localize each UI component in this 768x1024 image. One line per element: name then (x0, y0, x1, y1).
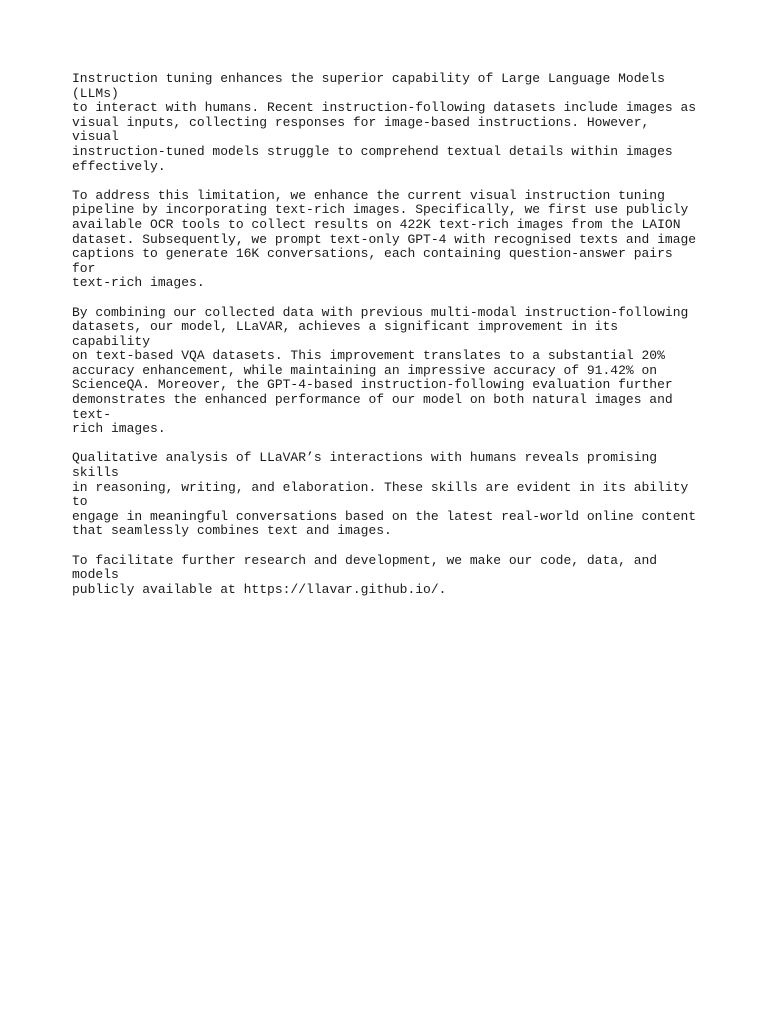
paragraph-method: To address this limitation, we enhance the current visual instruction tuning pipeline by incorporating text-rich images. Specifically, we first use publicly available OCR tools to collect results on 422K text-rich images from the LAION dataset. Subsequently, we prompt text-only GPT-4 with recognised texts and image captions to generate 16K conversations, each containing question-answer pairs for text-rich images. (72, 187, 697, 291)
paragraph-availability: To facilitate further research and development, we make our code, data, and models publicly available at https://llavar.github.io/. (72, 552, 658, 597)
document-body (72, 72, 700, 612)
paragraph-qualitative: Qualitative analysis of LLaVAR’s interactions with humans reveals promising skills in reasoning, writing, and elaboration. These skills are evident in its ability to engage in meaningful conversations based on the latest real-world online content that seamlessly combines text and images. (72, 450, 697, 539)
paragraph-results: By combining our collected data with previous multi-modal instruction-following datasets, our model, LLaVAR, achieves a significant improvement in its capability on text-based VQA datasets. This improvement translates to a substantial 20% accuracy enhancement, while maintaining an impressive accuracy of 91.42% on ScienceQA. Moreover, the GPT-4-based instruction-following evaluation further demonstrates the enhanced performance of our model on both natural images and text- rich images. (72, 304, 689, 437)
paragraph-abstract-intro: Instruction tuning enhances the superior capability of Large Language Models (LLMs) to interact with humans. Recent instruction-following datasets include images as visual inputs, collecting responses for image-based instructions. However, visual instruction-tuned models struggle to comprehend textual details within images effectively. (72, 71, 697, 174)
